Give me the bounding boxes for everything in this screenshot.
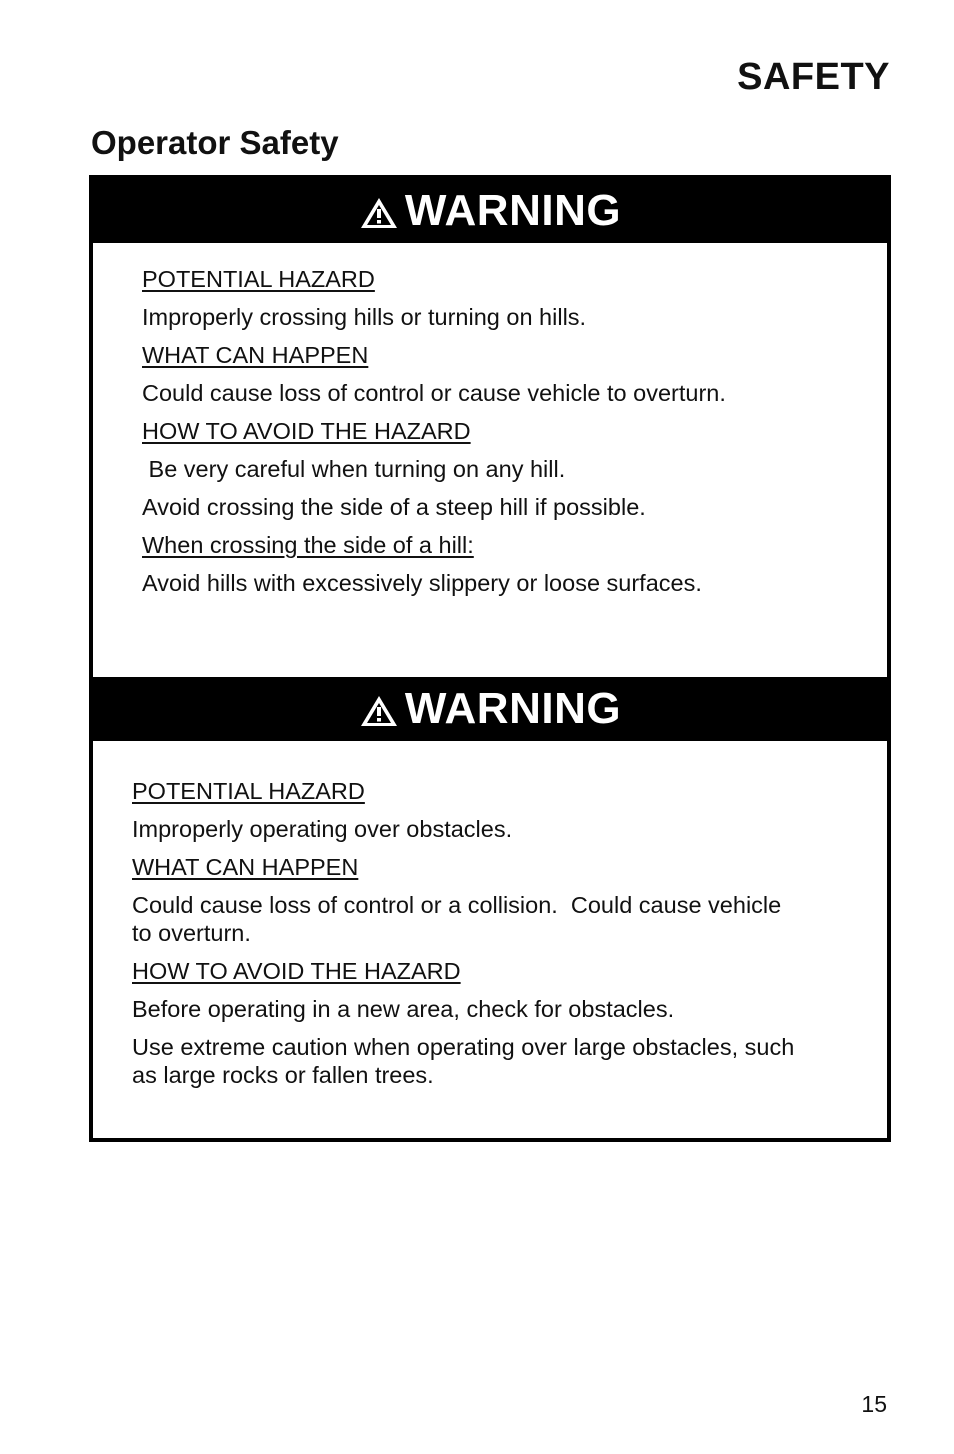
- warning-body-1: [142, 265, 862, 607]
- hill-side-subheading: When crossing the side of a hill:: [142, 532, 474, 558]
- warning-triangle-icon: [359, 690, 399, 728]
- potential-hazard-text: Improperly operating over obstacles.: [132, 816, 513, 842]
- what-can-happen-line-1: Could cause loss of control or a collision. Could cause vehicle: [132, 892, 782, 918]
- what-can-happen-text: [132, 891, 852, 947]
- warning-frame: [89, 175, 891, 1142]
- how-to-avoid-heading: HOW TO AVOID THE HAZARD: [142, 418, 471, 444]
- potential-hazard-text: Improperly crossing hills or turning on hills.: [142, 304, 587, 330]
- avoid-text-2: Avoid crossing the side of a steep hill if possible.: [142, 494, 646, 520]
- what-can-happen-heading: WHAT CAN HAPPEN: [142, 342, 369, 368]
- warning-triangle-icon: [359, 192, 399, 230]
- warning-bar-1: [93, 179, 887, 243]
- warning-body-2: [132, 777, 852, 1099]
- warning-label: WARNING: [404, 684, 622, 733]
- how-to-avoid-heading: HOW TO AVOID THE HAZARD: [132, 958, 461, 984]
- warning-label: WARNING: [404, 186, 622, 235]
- page-number: 15: [861, 1391, 887, 1417]
- what-can-happen-text: Could cause loss of control or cause vehicle to overturn.: [142, 380, 726, 406]
- avoid-text-1: Be very careful when turning on any hill.: [142, 456, 566, 482]
- potential-hazard-heading: POTENTIAL HAZARD: [142, 266, 375, 292]
- warning-bar-2: [93, 677, 887, 741]
- avoid-text-2: [132, 1033, 852, 1089]
- potential-hazard-heading: POTENTIAL HAZARD: [132, 778, 365, 804]
- avoid-text-2-line-2: as large rocks or fallen trees.: [132, 1062, 434, 1088]
- avoid-text-2-line-1: Use extreme caution when operating over large obstacles, such: [132, 1034, 795, 1060]
- what-can-happen-line-2: to overturn.: [132, 920, 251, 946]
- avoid-text-3: Avoid hills with excessively slippery or loose surfaces.: [142, 570, 702, 596]
- what-can-happen-heading: WHAT CAN HAPPEN: [132, 854, 359, 880]
- avoid-text-1: Before operating in a new area, check for obstacles.: [132, 996, 675, 1022]
- section-header: SAFETY: [737, 56, 890, 98]
- page-title: Operator Safety: [91, 124, 339, 161]
